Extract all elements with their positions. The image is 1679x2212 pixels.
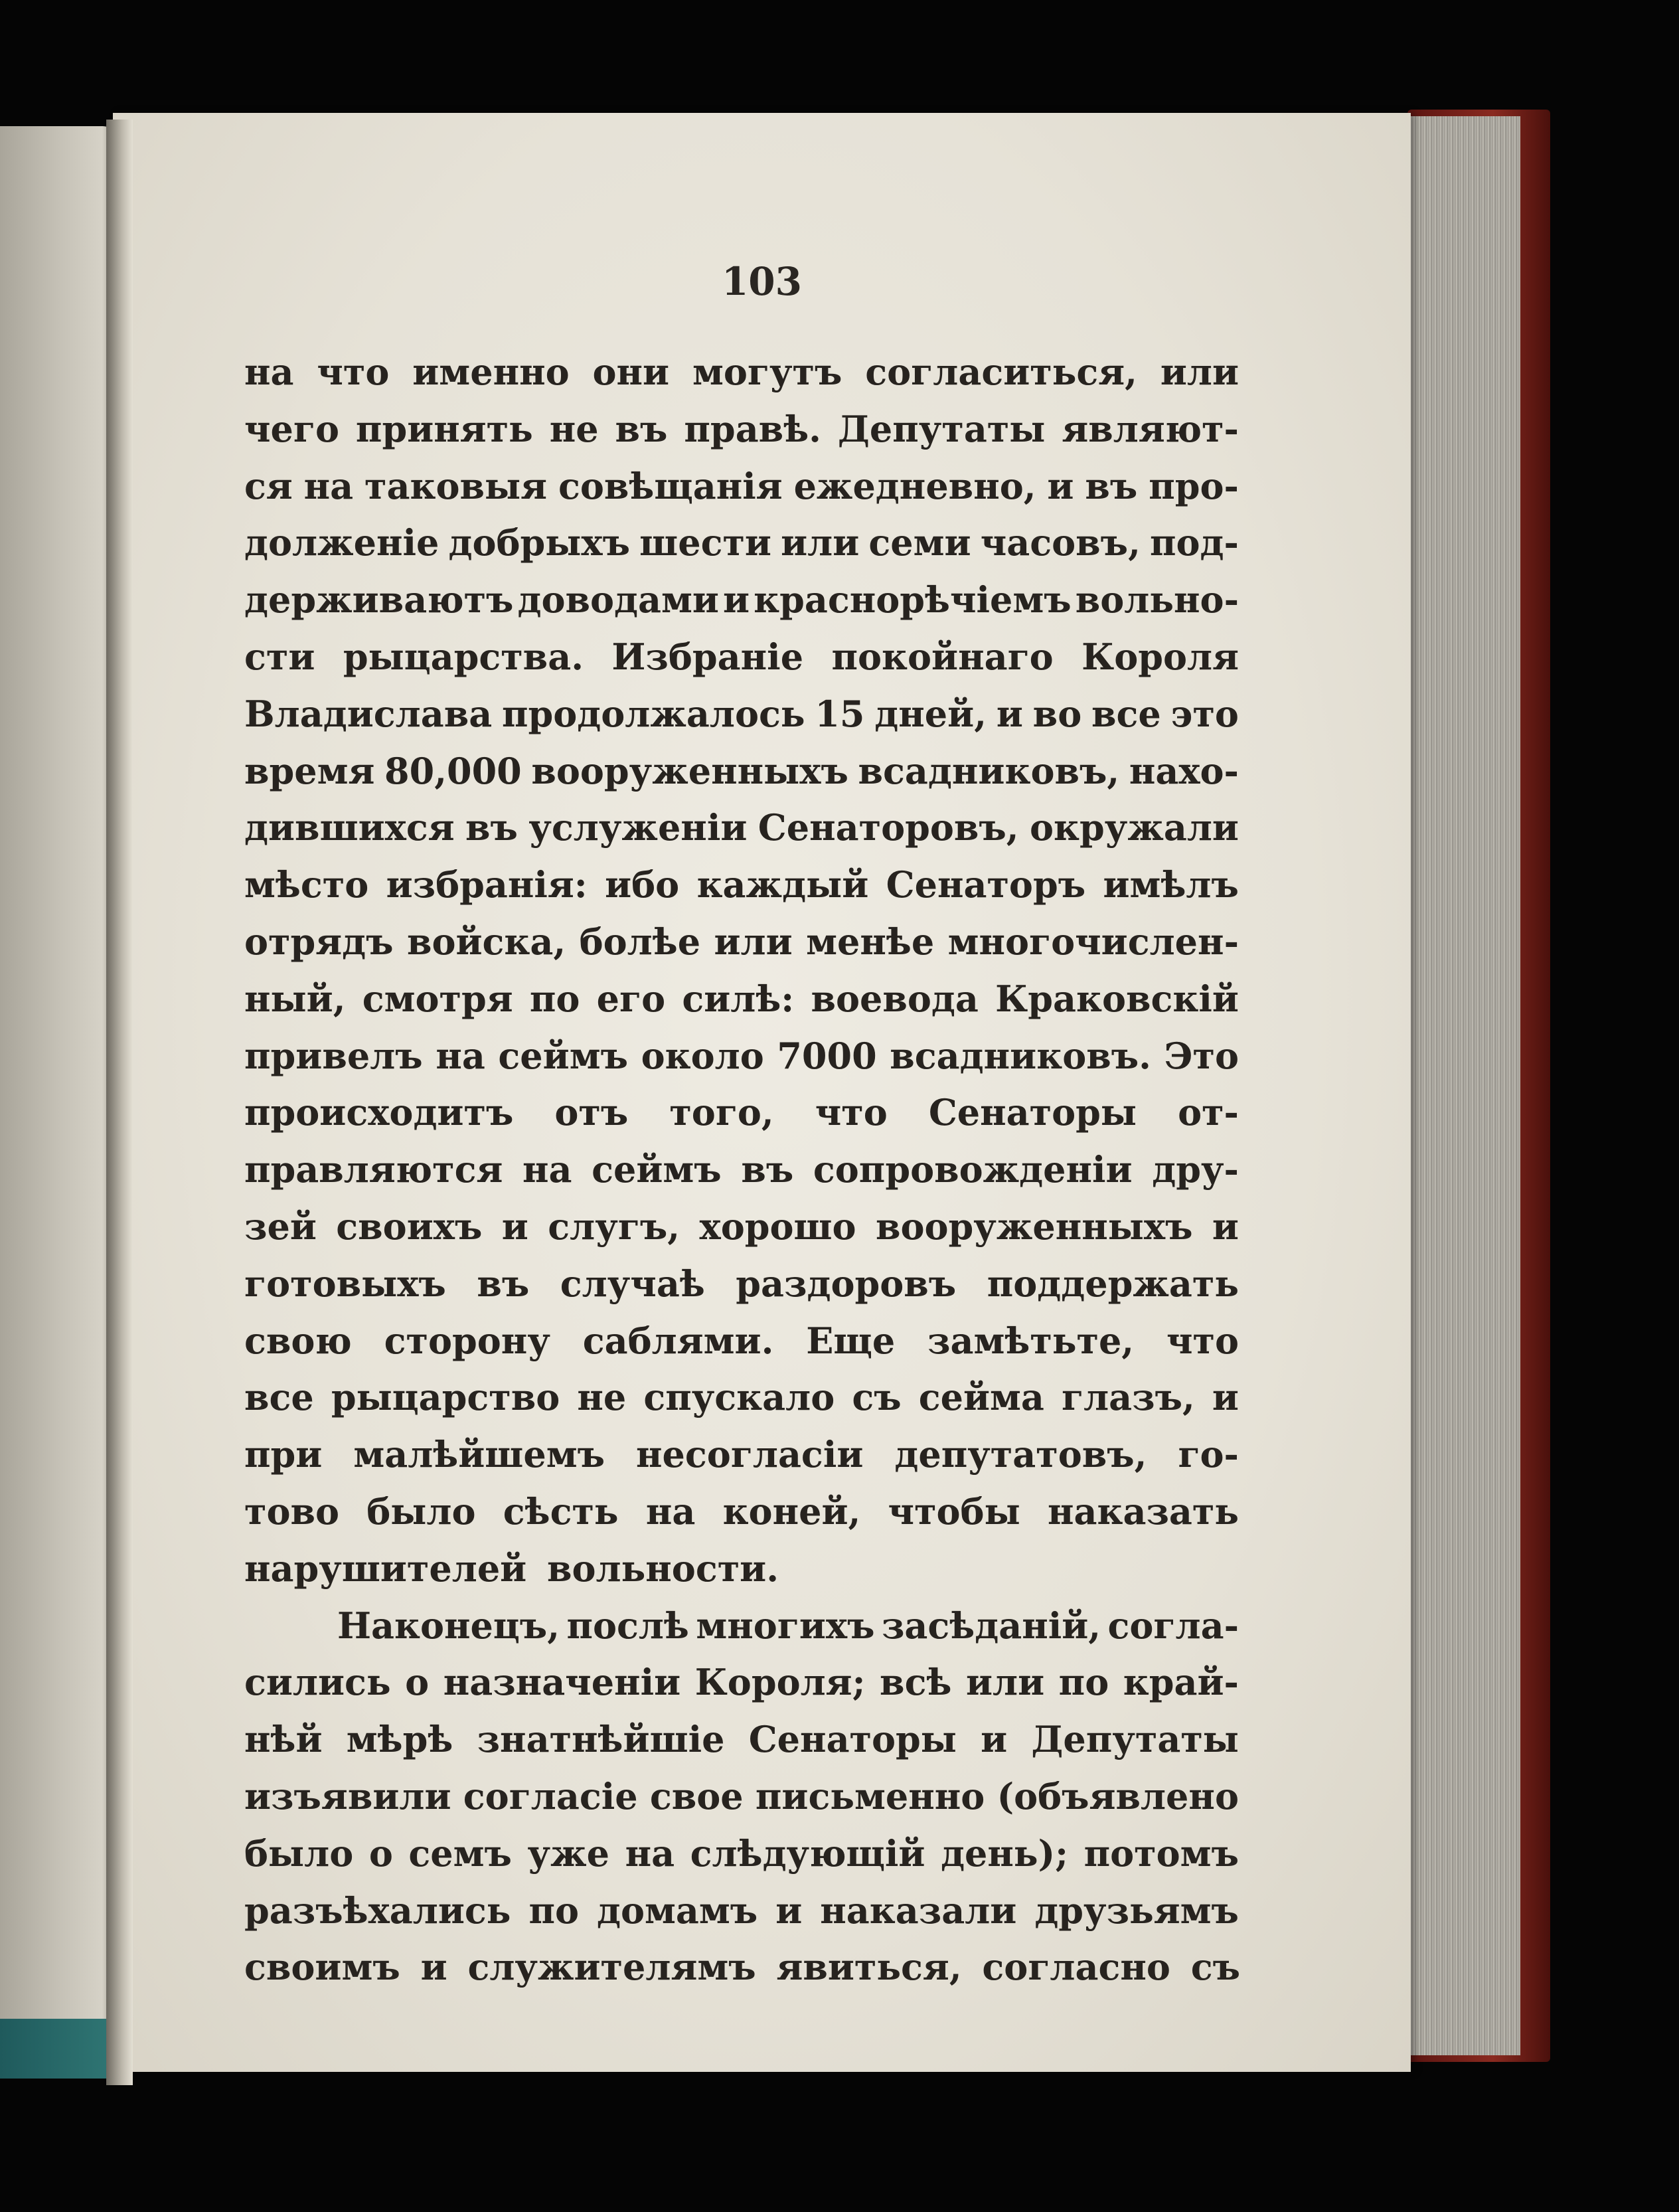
text-line: нѣй мѣрѣ знатнѣйшіе Сенаторы и Депутаты [244,1718,1239,1761]
text-line: Владислава продолжалось 15 дней, и во все это [244,692,1239,735]
text-line: при малѣйшемъ несогласіи депутатовъ, го- [244,1433,1239,1476]
left-cover-cloth [0,2019,110,2079]
text-line: правляются на сеймъ въ сопровожденіи дру- [244,1148,1239,1191]
text-line: тово было сѣсть на коней, чтобы наказать [244,1489,1239,1533]
page-number: 103 [721,259,803,304]
text-line: отрядъ войска, болѣе или менѣе многочислен- [244,920,1239,963]
text-line: разъѣхались по домамъ и наказали друзьямъ [244,1889,1239,1932]
text-line: своимъ и служителямъ явиться, согласно съ [244,1946,1240,1989]
text-line: происходитъ отъ того, что Сенаторы от- [244,1091,1239,1134]
left-page-edge [0,126,116,2065]
text-line: долженіе добрыхъ шести или семи часовъ, под- [244,521,1239,564]
text-line: чего принять не въ правѣ. Депутаты являют- [244,407,1239,450]
text-line: Наконецъ, послѣ многихъ засѣданій, согла- [337,1604,1239,1647]
text-line: сти рыцарства. Избраніе покойнаго Короля [244,635,1239,678]
text-line: сились о назначеніи Короля; всѣ или по край- [244,1661,1239,1704]
text-line: было о семъ уже на слѣдующій день); потомъ [244,1831,1239,1875]
text-line: зей своихъ и слугъ, хорошо вооруженныхъ и [244,1205,1239,1248]
text-line: свою сторону саблями. Еще замѣтьте, что [244,1319,1239,1362]
text-line: держиваютъ доводами и краснорѣчіемъ вольно- [244,578,1239,622]
text-line: мѣсто избранія: ибо каждый Сенаторъ имѣлъ [244,863,1239,906]
text-line: время 80,000 вооруженныхъ всадниковъ, нахо- [244,749,1239,792]
text-line: готовыхъ въ случаѣ раздоровъ поддержать [244,1262,1239,1305]
text-line: изъявили согласіе свое письменно (объявлено [244,1774,1239,1818]
book-gutter [106,120,133,2085]
text-line: ся на таковыя совѣщанія ежедневно, и въ про- [244,464,1239,507]
book-page [113,113,1411,2072]
page-text [244,344,1239,1996]
text-line: на что именно они могутъ согласиться, или [244,351,1239,393]
text-line: ный, смотря по его силѣ: воевода Краковскій [244,977,1239,1020]
text-line: все рыцарство не спускало съ сейма глазъ, и [244,1376,1239,1419]
text-line: дившихся въ услуженіи Сенаторовъ, окружали [244,806,1239,849]
text-line: привелъ на сеймъ около 7000 всадниковъ. Это [244,1034,1239,1077]
page-edges [1394,116,1520,2055]
text-line: нарушителей вольности. [244,1547,779,1590]
